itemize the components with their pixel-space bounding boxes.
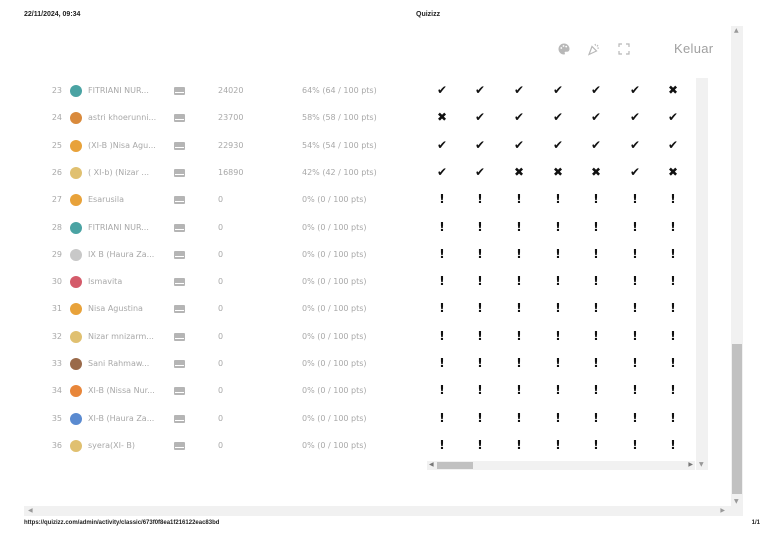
avatar — [70, 331, 82, 343]
rank-number: 34 — [51, 386, 62, 396]
avatar — [70, 303, 82, 315]
mail-icon[interactable] — [174, 360, 185, 368]
score-value: 24020 — [218, 86, 244, 95]
rank-number: 27 — [51, 195, 62, 205]
score-value: 0 — [218, 386, 224, 396]
print-footer — [0, 520, 768, 532]
rank-number: 36 — [51, 440, 62, 450]
participant-name[interactable]: syera(XI- B) — [88, 440, 136, 450]
mail-icon[interactable] — [174, 442, 185, 450]
rank-number: 30 — [51, 277, 62, 287]
unattempted-exclamation-icon: ! — [477, 301, 483, 316]
unattempted-exclamation-icon: ! — [593, 246, 599, 261]
accuracy-value: 0% (0 / 100 pts) — [302, 331, 367, 341]
unattempted-exclamation-icon: ! — [477, 274, 483, 289]
unattempted-exclamation-icon: ! — [670, 301, 676, 316]
print-page-number: 1/1 — [751, 520, 760, 526]
correct-check-icon: ✔ — [590, 137, 602, 152]
accuracy-value: 0% (0 / 100 pts) — [302, 359, 367, 368]
score-value: 23700 — [218, 113, 244, 123]
unattempted-exclamation-icon: ! — [439, 274, 445, 289]
correct-check-icon: ✔ — [436, 164, 448, 179]
participant-name[interactable]: Nizar mnizarm... — [88, 331, 154, 341]
unattempted-exclamation-icon: ! — [632, 328, 638, 343]
unattempted-exclamation-icon: ! — [593, 301, 599, 316]
print-header — [0, 11, 768, 23]
unattempted-exclamation-icon: ! — [439, 383, 445, 398]
avatar — [70, 358, 82, 370]
score-value: 0 — [218, 440, 224, 450]
accuracy-value: 42% (42 / 100 pts) — [302, 167, 377, 177]
avatar — [70, 440, 82, 452]
page-horizontal-scrollbar[interactable] — [24, 506, 743, 516]
unattempted-exclamation-icon: ! — [670, 192, 676, 207]
unattempted-exclamation-icon: ! — [439, 301, 445, 316]
unattempted-exclamation-icon: ! — [516, 410, 522, 425]
unattempted-exclamation-icon: ! — [555, 437, 561, 452]
table-row[interactable] — [40, 433, 708, 460]
mail-icon[interactable] — [174, 305, 185, 313]
correct-check-icon: ✔ — [667, 110, 679, 125]
unattempted-exclamation-icon: ! — [593, 219, 599, 234]
mail-icon[interactable] — [174, 114, 185, 122]
incorrect-cross-icon: ✖ — [436, 110, 448, 125]
print-title: Quizizz — [416, 11, 441, 18]
score-value: 0 — [218, 304, 224, 314]
incorrect-cross-icon: ✖ — [667, 164, 679, 179]
score-value: 0 — [218, 413, 224, 423]
incorrect-cross-icon: ✖ — [552, 164, 564, 179]
correct-check-icon: ✔ — [629, 164, 641, 179]
participant-name[interactable]: Ismavita — [88, 277, 123, 287]
scrollbar-thumb[interactable] — [437, 462, 473, 469]
table-row[interactable] — [40, 160, 708, 187]
avatar — [70, 140, 82, 152]
incorrect-cross-icon: ✖ — [667, 83, 679, 97]
correct-check-icon: ✔ — [513, 83, 525, 97]
correct-check-icon: ✔ — [667, 137, 679, 152]
leaderboard-table — [40, 78, 708, 470]
unattempted-exclamation-icon: ! — [477, 219, 483, 234]
unattempted-exclamation-icon: ! — [439, 437, 445, 452]
accuracy-value: 0% (0 / 100 pts) — [302, 304, 367, 314]
unattempted-exclamation-icon: ! — [632, 410, 638, 425]
page-scrollbar-thumb[interactable] — [732, 344, 742, 494]
scroll-left-arrow-icon[interactable]: ◀ — [429, 461, 434, 468]
unattempted-exclamation-icon: ! — [439, 328, 445, 343]
unattempted-exclamation-icon: ! — [670, 328, 676, 343]
unattempted-exclamation-icon: ! — [593, 274, 599, 289]
unattempted-exclamation-icon: ! — [555, 301, 561, 316]
participant-name[interactable]: ( XI-b) (Nizar ... — [88, 167, 150, 177]
unattempted-exclamation-icon: ! — [555, 246, 561, 261]
mail-icon[interactable] — [174, 415, 185, 423]
unattempted-exclamation-icon: ! — [670, 356, 676, 370]
unattempted-exclamation-icon: ! — [555, 383, 561, 398]
correct-check-icon: ✔ — [513, 110, 525, 125]
unattempted-exclamation-icon: ! — [632, 246, 638, 261]
participant-name[interactable]: FITRIANI NUR... — [88, 222, 149, 232]
avatar — [70, 276, 82, 288]
mail-icon[interactable] — [174, 387, 185, 395]
correct-check-icon: ✔ — [436, 137, 448, 152]
table-row[interactable] — [40, 78, 708, 105]
table-row[interactable] — [40, 133, 708, 160]
participant-name[interactable]: Sani Rahmaw... — [88, 359, 150, 368]
avatar — [70, 194, 82, 206]
page-scroll-right-arrow-icon[interactable]: ▶ — [720, 507, 725, 514]
print-date: 22/11/2024, 09:34 — [24, 11, 81, 18]
table-horizontal-scrollbar[interactable] — [427, 461, 695, 470]
score-value: 0 — [218, 195, 224, 205]
unattempted-exclamation-icon: ! — [516, 383, 522, 398]
page-scroll-left-arrow-icon[interactable]: ◀ — [28, 507, 33, 514]
avatar — [70, 385, 82, 397]
accuracy-value: 58% (58 / 100 pts) — [302, 113, 377, 123]
participant-name[interactable]: XI-B (Haura Za... — [88, 413, 155, 423]
unattempted-exclamation-icon: ! — [555, 192, 561, 207]
correct-check-icon: ✔ — [474, 83, 486, 97]
table-row[interactable] — [40, 296, 708, 323]
unattempted-exclamation-icon: ! — [593, 356, 599, 370]
accuracy-value: 0% (0 / 100 pts) — [302, 195, 367, 205]
unattempted-exclamation-icon: ! — [670, 219, 676, 234]
unattempted-exclamation-icon: ! — [439, 192, 445, 207]
page-scroll-up-arrow-icon[interactable]: ▲ — [734, 27, 739, 34]
correct-check-icon: ✔ — [474, 164, 486, 179]
avatar — [70, 167, 82, 179]
unattempted-exclamation-icon: ! — [439, 410, 445, 425]
mail-icon[interactable] — [174, 278, 185, 286]
mail-icon[interactable] — [174, 142, 185, 150]
page-vertical-scrollbar[interactable] — [731, 26, 743, 506]
mail-icon[interactable] — [174, 251, 185, 259]
unattempted-exclamation-icon: ! — [670, 246, 676, 261]
correct-check-icon: ✔ — [552, 83, 564, 97]
scroll-right-arrow-icon[interactable]: ▶ — [688, 461, 693, 468]
score-value: 0 — [218, 277, 224, 287]
unattempted-exclamation-icon: ! — [516, 246, 522, 261]
mail-icon[interactable] — [174, 87, 185, 95]
correct-check-icon: ✔ — [552, 137, 564, 152]
unattempted-exclamation-icon: ! — [632, 219, 638, 234]
unattempted-exclamation-icon: ! — [439, 246, 445, 261]
party-popper-icon[interactable] — [587, 42, 601, 56]
participant-name[interactable]: IX B (Haura Za... — [88, 249, 155, 259]
rank-number: 24 — [51, 113, 62, 123]
score-value: 0 — [218, 359, 224, 368]
score-value: 22930 — [218, 140, 244, 150]
avatar — [70, 222, 82, 234]
accuracy-value: 64% (64 / 100 pts) — [302, 86, 377, 95]
accuracy-value: 0% (0 / 100 pts) — [302, 440, 367, 450]
unattempted-exclamation-icon: ! — [477, 383, 483, 398]
incorrect-cross-icon: ✖ — [513, 164, 525, 179]
correct-check-icon: ✔ — [590, 110, 602, 125]
unattempted-exclamation-icon: ! — [477, 356, 483, 370]
print-url: https://quizizz.com/admin/activity/classic/673f0f8ea1f216122eac83bd — [24, 520, 220, 526]
unattempted-exclamation-icon: ! — [593, 192, 599, 207]
unattempted-exclamation-icon: ! — [632, 274, 638, 289]
unattempted-exclamation-icon: ! — [516, 192, 522, 207]
unattempted-exclamation-icon: ! — [593, 328, 599, 343]
rank-number: 35 — [51, 413, 62, 423]
table-row[interactable] — [40, 105, 708, 132]
accuracy-value: 0% (0 / 100 pts) — [302, 386, 367, 396]
correct-check-icon: ✔ — [474, 137, 486, 152]
unattempted-exclamation-icon: ! — [477, 192, 483, 207]
unattempted-exclamation-icon: ! — [477, 328, 483, 343]
unattempted-exclamation-icon: ! — [632, 301, 638, 316]
unattempted-exclamation-icon: ! — [516, 356, 522, 370]
unattempted-exclamation-icon: ! — [670, 410, 676, 425]
unattempted-exclamation-icon: ! — [439, 356, 445, 370]
unattempted-exclamation-icon: ! — [477, 246, 483, 261]
unattempted-exclamation-icon: ! — [477, 410, 483, 425]
palette-icon[interactable] — [557, 42, 571, 56]
table-row[interactable] — [40, 378, 708, 405]
avatar — [70, 85, 82, 97]
accuracy-value: 0% (0 / 100 pts) — [302, 413, 367, 423]
avatar — [70, 413, 82, 425]
page-scroll-down-arrow-icon[interactable]: ▼ — [734, 498, 739, 505]
unattempted-exclamation-icon: ! — [593, 437, 599, 452]
unattempted-exclamation-icon: ! — [516, 328, 522, 343]
unattempted-exclamation-icon: ! — [555, 356, 561, 370]
scroll-down-arrow-icon[interactable]: ▼ — [699, 461, 704, 468]
unattempted-exclamation-icon: ! — [516, 437, 522, 452]
table-row[interactable] — [40, 242, 708, 269]
correct-check-icon: ✔ — [513, 137, 525, 152]
participant-name[interactable]: XI-B (Nissa Nur... — [88, 386, 155, 396]
accuracy-value: 54% (54 / 100 pts) — [302, 140, 377, 150]
mail-icon[interactable] — [174, 169, 185, 177]
rank-number: 28 — [51, 222, 62, 232]
unattempted-exclamation-icon: ! — [593, 410, 599, 425]
unattempted-exclamation-icon: ! — [555, 274, 561, 289]
correct-check-icon: ✔ — [552, 110, 564, 125]
rank-number: 29 — [51, 249, 62, 259]
rank-number: 33 — [51, 359, 62, 368]
toolbar — [540, 38, 730, 62]
unattempted-exclamation-icon: ! — [555, 219, 561, 234]
unattempted-exclamation-icon: ! — [516, 301, 522, 316]
table-row[interactable] — [40, 215, 708, 242]
rank-number: 23 — [51, 86, 62, 95]
unattempted-exclamation-icon: ! — [670, 383, 676, 398]
correct-check-icon: ✔ — [629, 137, 641, 152]
exit-button[interactable]: Keluar — [674, 41, 714, 56]
accuracy-value: 0% (0 / 100 pts) — [302, 249, 367, 259]
correct-check-icon: ✔ — [590, 83, 602, 97]
accuracy-value: 0% (0 / 100 pts) — [302, 277, 367, 287]
unattempted-exclamation-icon: ! — [516, 219, 522, 234]
rank-number: 26 — [51, 167, 62, 177]
score-value: 0 — [218, 331, 224, 341]
unattempted-exclamation-icon: ! — [477, 437, 483, 452]
incorrect-cross-icon: ✖ — [590, 164, 602, 179]
unattempted-exclamation-icon: ! — [593, 383, 599, 398]
rank-number: 25 — [51, 140, 62, 150]
mail-icon[interactable] — [174, 196, 185, 204]
participant-name[interactable]: FITRIANI NUR... — [88, 86, 149, 95]
participant-name[interactable]: Nisa Agustina — [88, 304, 143, 314]
score-value: 0 — [218, 222, 224, 232]
fullscreen-icon[interactable] — [617, 42, 631, 56]
rank-number: 32 — [51, 331, 62, 341]
unattempted-exclamation-icon: ! — [439, 219, 445, 234]
unattempted-exclamation-icon: ! — [632, 192, 638, 207]
avatar — [70, 112, 82, 124]
avatar — [70, 249, 82, 261]
score-value: 0 — [218, 249, 224, 259]
mail-icon[interactable] — [174, 333, 185, 341]
table-row[interactable] — [40, 324, 708, 351]
unattempted-exclamation-icon: ! — [555, 410, 561, 425]
correct-check-icon: ✔ — [629, 110, 641, 125]
table-row[interactable] — [40, 269, 708, 296]
unattempted-exclamation-icon: ! — [632, 383, 638, 398]
unattempted-exclamation-icon: ! — [632, 437, 638, 452]
table-vertical-scrollbar[interactable] — [696, 78, 708, 470]
participant-name[interactable]: astri khoerunni... — [88, 113, 157, 123]
correct-check-icon: ✔ — [629, 83, 641, 97]
table-row[interactable] — [40, 351, 708, 378]
unattempted-exclamation-icon: ! — [670, 437, 676, 452]
rank-number: 31 — [51, 304, 62, 314]
unattempted-exclamation-icon: ! — [670, 274, 676, 289]
correct-check-icon: ✔ — [436, 83, 448, 97]
unattempted-exclamation-icon: ! — [555, 328, 561, 343]
table-row[interactable] — [40, 187, 708, 214]
table-row[interactable] — [40, 406, 708, 433]
correct-check-icon: ✔ — [474, 110, 486, 125]
participant-name[interactable]: Esarusila — [88, 195, 124, 205]
participant-name[interactable]: (XI-B )Nisa Agu... — [88, 140, 156, 150]
score-value: 16890 — [218, 167, 244, 177]
unattempted-exclamation-icon: ! — [516, 274, 522, 289]
accuracy-value: 0% (0 / 100 pts) — [302, 222, 367, 232]
mail-icon[interactable] — [174, 224, 185, 232]
unattempted-exclamation-icon: ! — [632, 356, 638, 370]
